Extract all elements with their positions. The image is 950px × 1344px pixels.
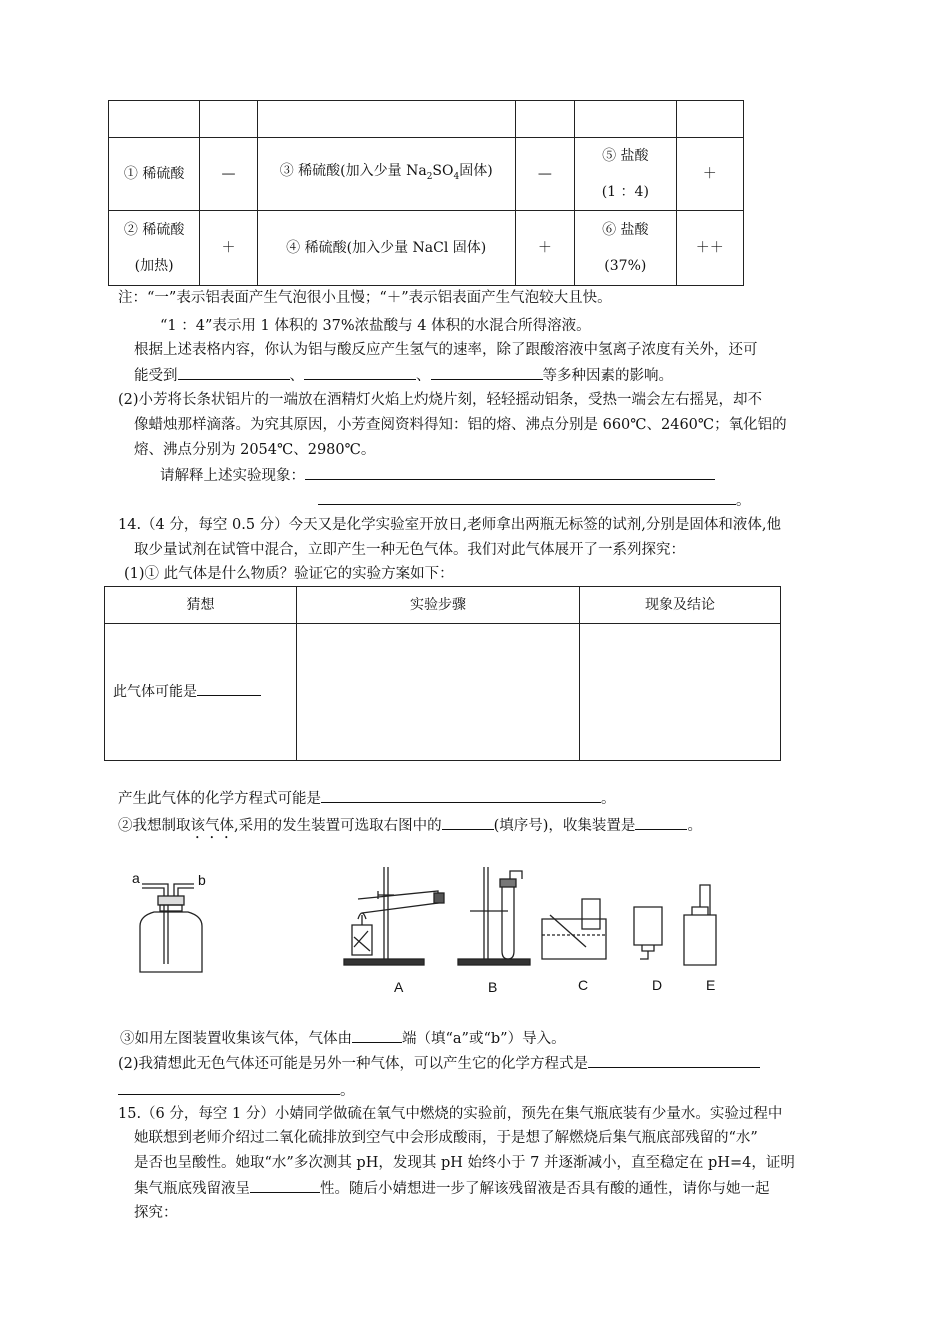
question-14-line: 14.（4 分，每空 0.5 分）今天又是化学实验室开放日,老师拿出两瓶无标签的试剂,分别是固体和液体,他 xyxy=(118,517,781,533)
apparatus-label-e: E xyxy=(706,977,716,993)
apparatus-set xyxy=(338,855,738,1000)
paragraph-line: 能受到 、 、 等多种因素的影响。 xyxy=(134,365,673,386)
answer-blank[interactable] xyxy=(250,1178,320,1193)
table-header: 猜想 xyxy=(105,587,297,624)
question-line: ②我想制取该气体,采用的发生装置可选取右图中的 (填序号)，收集装置是 。 xyxy=(118,815,702,842)
answer-blank[interactable] xyxy=(197,681,261,696)
table-cell: ⑤ 盐酸 (1 ：4) xyxy=(575,138,676,211)
note-line-1: 注：“一”表示铝表面产生气泡很小且慢；“＋”表示铝表面产生气泡较大且快。 xyxy=(118,290,612,306)
table-cell xyxy=(515,101,575,138)
question-15-line: 集气瓶底残留液呈 性。随后小婧想进一步了解该残留液是否具有酸的通性，请你与她一起 xyxy=(134,1178,770,1199)
question-line: 请解释上述实验现象： xyxy=(160,465,715,486)
question-line: (2)我猜想此无色气体还可能是另外一种气体，可以产生它的化学方程式是 xyxy=(118,1053,760,1074)
apparatus-label-b: B xyxy=(488,979,498,995)
table-cell: — xyxy=(200,138,258,211)
answer-blank[interactable] xyxy=(304,365,416,380)
port-b-label: b xyxy=(198,872,206,888)
table-cell: ＋ xyxy=(676,138,743,211)
answer-blank[interactable] xyxy=(178,365,290,380)
apparatus-label-d: D xyxy=(652,977,663,993)
question-15-line: 是否也呈酸性。她取“水”多次测其 pH，发现其 pH 始终小于 7 并逐渐减小，直至稳定在 pH=4，证明 xyxy=(134,1155,795,1171)
table-cell: ＋ xyxy=(515,211,575,286)
experiment-table xyxy=(104,586,781,761)
question-14-line: 取少量试剂在试管中混合，立即产生一种无色气体。我们对此气体展开了一系列探究： xyxy=(134,542,685,558)
question-15-line: 15.（6 分，每空 1 分）小婧同学做硫在氧气中燃烧的实验前，预先在集气瓶底装有少量水。实验过程中 xyxy=(118,1106,783,1122)
question-line: 产生此气体的化学方程式可能是 。 xyxy=(118,788,616,809)
port-a-label: a xyxy=(132,870,140,886)
gas-washing-bottle xyxy=(128,868,208,978)
paragraph-line: 根据上述表格内容，你认为铝与酸反应产生氢气的速率，除了跟酸溶液中氢离子浓度有关外，还可 xyxy=(134,342,758,358)
table-cell: — xyxy=(515,138,575,211)
answer-blank[interactable] xyxy=(431,365,543,380)
answer-blank[interactable] xyxy=(588,1053,760,1068)
table-cell[interactable] xyxy=(297,624,580,761)
table-cell xyxy=(575,101,676,138)
question-line: 。 xyxy=(118,1080,355,1101)
table-cell: ＋ xyxy=(200,211,258,286)
table-cell xyxy=(676,101,743,138)
answer-blank[interactable] xyxy=(352,1028,402,1043)
table-cell[interactable] xyxy=(580,624,781,761)
question-line: (2)小芳将长条状铝片的一端放在酒精灯火焰上灼烧片刻，轻轻摇动铝条，受热一端会左右摇晃，却不 xyxy=(118,392,763,408)
question-15-line: 探究： xyxy=(134,1205,178,1221)
table-cell xyxy=(109,101,200,138)
table-header: 现象及结论 xyxy=(580,587,781,624)
question-15-line: 她联想到老师介绍过二氧化硫排放到空气中会形成酸雨，于是想了解燃烧后集气瓶底部残留的“水” xyxy=(134,1130,758,1146)
question-line: ③如用左图装置收集该气体，气体由 端（填“a”或“b”）导入。 xyxy=(120,1028,566,1049)
note-line-2: “1 ：4”表示用 1 体积的 37%浓盐酸与 4 体积的水混合所得溶液。 xyxy=(160,318,591,334)
answer-blank[interactable] xyxy=(442,815,494,830)
answer-blank[interactable] xyxy=(118,1080,340,1095)
reaction-table xyxy=(108,100,744,286)
table-cell: ⑥ 盐酸 (37%) xyxy=(575,211,676,286)
question-line: 。 xyxy=(318,490,751,511)
table-cell: ① 稀硫酸 xyxy=(109,138,200,211)
answer-blank[interactable] xyxy=(321,788,601,803)
gas-bottle-icon xyxy=(128,868,208,978)
table-cell: ③ 稀硫酸(加入少量 $Na_2SO_4$固体) xyxy=(257,138,515,211)
table-cell: ④ 稀硫酸(加入少量 NaCl 固体) xyxy=(257,211,515,286)
table-cell: ＋＋ xyxy=(676,211,743,286)
apparatus-label-a: A xyxy=(394,979,404,995)
question-line: 熔、沸点分别为 2054℃、2980℃。 xyxy=(134,442,376,458)
question-line: 像蜡烛那样滴落。为究其原因，小芳查阅资料得知：铝的熔、沸点分别是 660℃、2460℃；氧化铝的 xyxy=(134,417,787,433)
answer-blank[interactable] xyxy=(635,815,687,830)
table-cell: 此气体可能是 xyxy=(105,624,297,761)
table-cell: ② 稀硫酸 (加热) xyxy=(109,211,200,286)
apparatus-label-c: C xyxy=(578,977,589,993)
table-header: 实验步骤 xyxy=(297,587,580,624)
answer-blank[interactable] xyxy=(305,465,715,480)
table-cell xyxy=(257,101,515,138)
lab-apparatus-icon xyxy=(338,855,738,970)
question-14-sub: (1)① 此气体是什么物质？验证它的实验方案如下： xyxy=(124,566,454,582)
answer-blank[interactable] xyxy=(318,490,736,505)
table-cell xyxy=(200,101,258,138)
